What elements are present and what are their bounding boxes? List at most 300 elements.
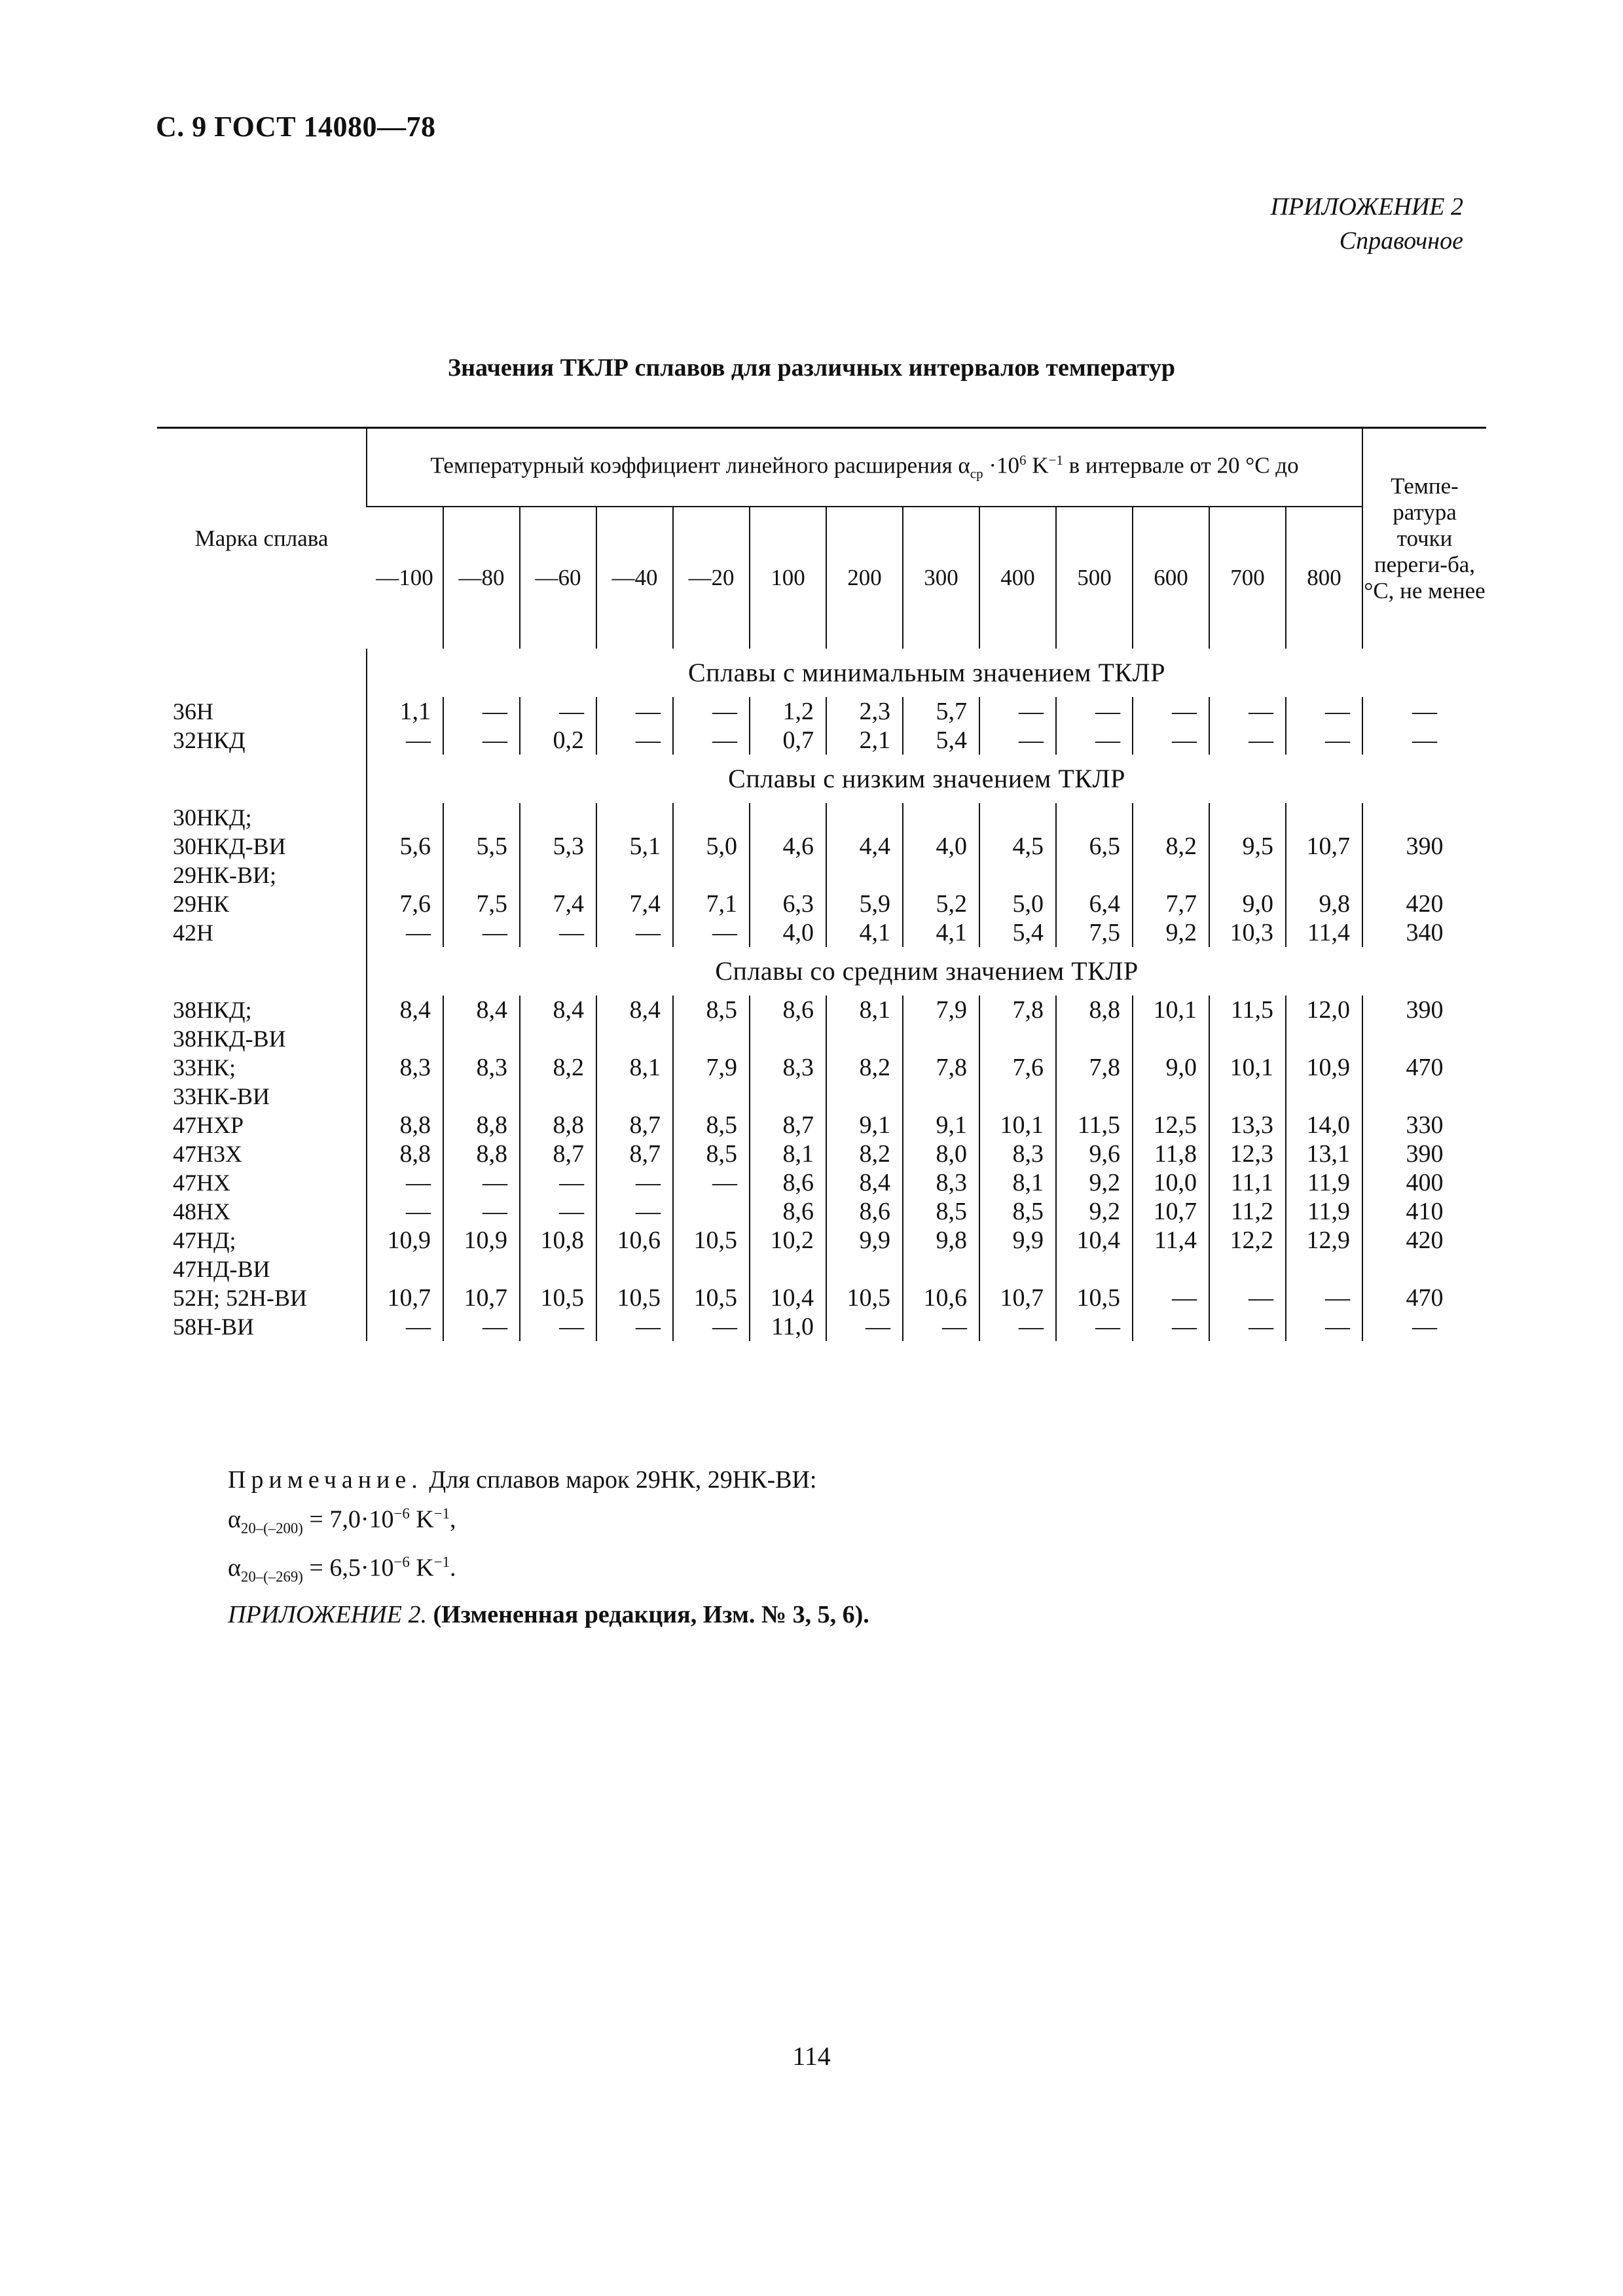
coef-header-sub: ср [970, 465, 983, 482]
coef-header-sup2: −1 [1048, 452, 1063, 469]
cte-value-cell: — [596, 1312, 673, 1341]
cte-value-cell [1133, 1024, 1209, 1053]
note [228, 1463, 816, 1594]
cte-value-cell: — [1209, 1312, 1286, 1341]
cte-value-cell [903, 1255, 979, 1283]
inflection-point-cell [1362, 861, 1486, 889]
table-row [157, 1111, 1486, 1139]
cte-value-cell: 7,6 [979, 1053, 1056, 1082]
alloy-brand-cell: 33НК-ВИ [173, 1083, 270, 1109]
cte-value-cell: 12,3 [1209, 1139, 1286, 1168]
alloy-brand-cell: 33НК; [173, 1054, 236, 1081]
table-row [157, 1082, 1486, 1111]
cte-value-cell [1286, 803, 1362, 832]
cte-value-cell: 7,5 [443, 889, 520, 918]
cte-value-cell [1056, 1082, 1133, 1111]
cte-value-cell: — [367, 1168, 443, 1197]
cte-value-cell: — [1209, 726, 1286, 755]
cte-value-cell: 8,1 [596, 1053, 673, 1082]
cte-value-cell [673, 803, 750, 832]
alpha-symbol: α [228, 1505, 241, 1534]
cte-value-cell: 8,8 [1056, 996, 1133, 1024]
cte-value-cell: 4,0 [903, 832, 979, 861]
cte-value-cell [750, 1255, 826, 1283]
table-row [157, 861, 1486, 889]
cte-value-cell: — [1286, 1312, 1362, 1341]
cte-value-cell: — [443, 1197, 520, 1226]
cte-value-cell: 11,1 [1209, 1168, 1286, 1197]
temperature-header-cell: 400 [979, 507, 1056, 649]
cte-value-cell: 4,4 [826, 832, 903, 861]
cte-value-cell [1286, 861, 1362, 889]
cte-value-cell [1133, 803, 1209, 832]
cte-value-cell: 4,1 [903, 918, 979, 947]
inflection-point-header: Темпе-ратура точки переги-ба, °С, не менее [1362, 428, 1486, 649]
cte-value-cell: 4,5 [979, 832, 1056, 861]
cte-value-cell: 8,8 [367, 1111, 443, 1139]
inflection-point-cell: 420 [1362, 889, 1486, 918]
temperature-header-cell: —20 [673, 507, 750, 649]
cte-value-cell [1133, 861, 1209, 889]
cte-value-cell [1056, 803, 1133, 832]
cte-value-cell [673, 1082, 750, 1111]
formula-unit: K [409, 1505, 434, 1534]
cte-table-wrapper [157, 427, 1486, 1341]
temperature-header-cell: —100 [367, 507, 443, 649]
table-row [157, 1168, 1486, 1197]
section-header-row [157, 947, 1486, 996]
cte-value-cell [979, 1024, 1056, 1053]
cte-value-cell: 5,0 [673, 832, 750, 861]
cte-value-cell [520, 1024, 596, 1053]
cte-value-cell: 5,4 [979, 918, 1056, 947]
note-text: Для сплавов марок 29НК, 29НК-ВИ: [422, 1466, 817, 1494]
formula-unit-exponent: −1 [433, 1554, 450, 1571]
table-body [157, 649, 1486, 1341]
cte-value-cell: 6,5 [1056, 832, 1133, 861]
cte-value-cell: 1,2 [750, 697, 826, 726]
cte-value-cell [903, 803, 979, 832]
cte-value-cell: 7,4 [520, 889, 596, 918]
cte-value-cell: 8,2 [520, 1053, 596, 1082]
table-row [157, 1139, 1486, 1168]
cte-value-cell: 8,4 [826, 1168, 903, 1197]
cte-value-cell: — [443, 1312, 520, 1341]
cte-value-cell: 8,4 [443, 996, 520, 1024]
cte-value-cell: 9,0 [1133, 1053, 1209, 1082]
cte-value-cell: — [673, 697, 750, 726]
cte-value-cell: 8,4 [367, 996, 443, 1024]
cte-value-cell: — [1133, 726, 1209, 755]
cte-value-cell [979, 1082, 1056, 1111]
revision-note [228, 1600, 869, 1629]
cte-value-cell: 8,7 [750, 1111, 826, 1139]
cte-value-cell: 11,2 [1209, 1197, 1286, 1226]
formula-value: = 7,0·10 [302, 1505, 394, 1534]
cte-value-cell: 10,5 [673, 1226, 750, 1255]
alloy-brand-cell: 36Н [173, 698, 213, 725]
cte-value-cell [596, 1082, 673, 1111]
inflection-point-cell: 470 [1362, 1053, 1486, 1082]
table-row [157, 918, 1486, 947]
cte-value-cell: 8,3 [443, 1053, 520, 1082]
cte-value-cell: 10,4 [1056, 1226, 1133, 1255]
cte-value-cell [750, 1024, 826, 1053]
alloy-brand-cell: 47НХ [173, 1170, 230, 1196]
cte-value-cell [520, 861, 596, 889]
coefficient-header [367, 428, 1362, 507]
cte-value-cell [596, 1255, 673, 1283]
table-row [157, 1024, 1486, 1053]
cte-value-cell: — [596, 697, 673, 726]
cte-value-cell [367, 861, 443, 889]
cte-value-cell: 4,0 [750, 918, 826, 947]
cte-value-cell: — [1056, 726, 1133, 755]
temperature-header-cell: —60 [520, 507, 596, 649]
table-row [157, 1053, 1486, 1082]
cte-value-cell: 1,1 [367, 697, 443, 726]
cte-value-cell [596, 803, 673, 832]
formula-unit-exponent: −1 [433, 1505, 450, 1522]
inflection-point-cell: 420 [1362, 1226, 1486, 1255]
alloy-brand-cell: 29НК-ВИ; [173, 862, 277, 888]
alloy-brand-cell: 47НД-ВИ [173, 1256, 270, 1282]
cte-value-cell: 10,2 [750, 1226, 826, 1255]
cte-value-cell: 8,7 [520, 1139, 596, 1168]
cte-value-cell [979, 803, 1056, 832]
cte-value-cell: 5,5 [443, 832, 520, 861]
table-row [157, 803, 1486, 832]
section-title: Сплавы с минимальным значением ТКЛР [367, 649, 1486, 697]
cte-value-cell: 9,8 [903, 1226, 979, 1255]
alloy-brand-cell: 47Н3Х [173, 1141, 242, 1167]
cte-value-cell [520, 1255, 596, 1283]
section-title: Сплавы с низким значением ТКЛР [367, 755, 1486, 803]
cte-value-cell [903, 861, 979, 889]
cte-value-cell [443, 1082, 520, 1111]
table-row [157, 1255, 1486, 1283]
cte-value-cell: 8,3 [750, 1053, 826, 1082]
cte-value-cell [1209, 803, 1286, 832]
cte-value-cell [596, 861, 673, 889]
inflection-point-cell: 330 [1362, 1111, 1486, 1139]
cte-value-cell [673, 1255, 750, 1283]
cte-value-cell: 11,5 [1056, 1111, 1133, 1139]
inflection-point-cell: 400 [1362, 1168, 1486, 1197]
table-row [157, 832, 1486, 861]
cte-value-cell: 10,5 [596, 1283, 673, 1312]
cte-value-cell: 10,7 [367, 1283, 443, 1312]
cte-value-cell: 10,0 [1133, 1168, 1209, 1197]
cte-value-cell: 12,2 [1209, 1226, 1286, 1255]
inflection-point-cell: — [1362, 1312, 1486, 1341]
cte-value-cell: 11,4 [1286, 918, 1362, 947]
cte-value-cell: 8,2 [1133, 832, 1209, 861]
cte-value-cell: 14,0 [1286, 1111, 1362, 1139]
cte-value-cell: 0,2 [520, 726, 596, 755]
cte-value-cell [1209, 1082, 1286, 1111]
brand-column-header: Марка сплава [157, 428, 367, 649]
alloy-brand-cell: 38НКД; [173, 997, 252, 1023]
cte-value-cell [520, 803, 596, 832]
cte-value-cell: — [596, 1168, 673, 1197]
cte-value-cell: 6,3 [750, 889, 826, 918]
cte-value-cell: 10,5 [520, 1283, 596, 1312]
cte-value-cell: 10,6 [903, 1283, 979, 1312]
cte-value-cell: 12,0 [1286, 996, 1362, 1024]
revision-note-appendix: ПРИЛОЖЕНИЕ 2. [228, 1601, 427, 1628]
table-row [157, 1312, 1486, 1341]
page-header: С. 9 ГОСТ 14080—78 [156, 111, 436, 143]
cte-value-cell [443, 803, 520, 832]
temperature-header-cell: 600 [1133, 507, 1209, 649]
cte-value-cell: 8,5 [979, 1197, 1056, 1226]
cte-value-cell: 9,9 [826, 1226, 903, 1255]
cte-value-cell: 5,6 [367, 832, 443, 861]
cte-value-cell: 13,3 [1209, 1111, 1286, 1139]
cte-value-cell: 5,3 [520, 832, 596, 861]
cte-value-cell: 8,5 [673, 1111, 750, 1139]
inflection-point-cell: — [1362, 697, 1486, 726]
inflection-point-cell: 470 [1362, 1283, 1486, 1312]
cte-value-cell: — [1056, 1312, 1133, 1341]
cte-value-cell: — [367, 1312, 443, 1341]
cte-value-cell: — [1133, 697, 1209, 726]
cte-value-cell [750, 861, 826, 889]
cte-value-cell: 8,3 [903, 1168, 979, 1197]
cte-value-cell: — [520, 1312, 596, 1341]
cte-value-cell: — [520, 1197, 596, 1226]
cte-value-cell: 10,3 [1209, 918, 1286, 947]
formula-exponent: −6 [393, 1554, 410, 1571]
inflection-point-cell: 390 [1362, 996, 1486, 1024]
cte-value-cell: — [1286, 697, 1362, 726]
table-title: Значения ТКЛР сплавов для различных интервалов температур [448, 354, 1175, 382]
cte-value-cell: 8,6 [826, 1197, 903, 1226]
cte-value-cell: 10,5 [673, 1283, 750, 1312]
inflection-point-cell: 340 [1362, 918, 1486, 947]
cte-value-cell: — [1209, 697, 1286, 726]
cte-value-cell [1133, 1255, 1209, 1283]
section-header-spacer [157, 947, 367, 996]
inflection-point-cell: — [1362, 726, 1486, 755]
cte-value-cell: 10,6 [596, 1226, 673, 1255]
temperature-header-cell: 300 [903, 507, 979, 649]
cte-value-cell: 5,1 [596, 832, 673, 861]
cte-value-cell: — [979, 726, 1056, 755]
cte-value-cell: — [979, 1312, 1056, 1341]
cte-value-cell [750, 803, 826, 832]
temperature-header-cell: 200 [826, 507, 903, 649]
cte-value-cell: 5,4 [903, 726, 979, 755]
cte-value-cell: 10,9 [367, 1226, 443, 1255]
note-formula-1 [228, 1497, 816, 1545]
cte-value-cell [367, 803, 443, 832]
cte-value-cell: — [1056, 697, 1133, 726]
formula-end: , [449, 1505, 456, 1534]
cte-value-cell [367, 1024, 443, 1053]
section-title: Сплавы со средним значением ТКЛР [367, 947, 1486, 996]
cte-value-cell: 8,8 [367, 1139, 443, 1168]
appendix-title: ПРИЛОЖЕНИЕ 2 [1270, 193, 1463, 221]
cte-value-cell: 11,4 [1133, 1226, 1209, 1255]
cte-value-cell: 8,8 [520, 1111, 596, 1139]
cte-value-cell: 8,7 [596, 1139, 673, 1168]
cte-value-cell: 9,1 [826, 1111, 903, 1139]
cte-value-cell [1209, 861, 1286, 889]
cte-value-cell: 7,9 [903, 996, 979, 1024]
cte-value-cell: 10,5 [826, 1283, 903, 1312]
cte-value-cell: 8,6 [750, 1197, 826, 1226]
note-line [228, 1463, 816, 1497]
cte-value-cell [443, 1255, 520, 1283]
cte-value-cell: 10,7 [1286, 832, 1362, 861]
formula-subscript: 20–(–200) [240, 1520, 303, 1537]
inflection-point-cell: 390 [1362, 1139, 1486, 1168]
formula-subscript: 20–(–269) [240, 1568, 303, 1585]
cte-value-cell: 10,7 [1133, 1197, 1209, 1226]
cte-value-cell: 11,0 [750, 1312, 826, 1341]
cte-value-cell: 10,7 [979, 1283, 1056, 1312]
cte-value-cell [1056, 1024, 1133, 1053]
cte-value-cell: — [979, 697, 1056, 726]
coef-header-post: в интервале от 20 °С до [1063, 452, 1299, 478]
page-number: 114 [792, 2041, 831, 2071]
cte-value-cell: 8,2 [826, 1053, 903, 1082]
inflection-point-cell [1362, 1082, 1486, 1111]
cte-table [157, 427, 1486, 1341]
cte-value-cell: 6,4 [1056, 889, 1133, 918]
cte-value-cell: — [367, 1197, 443, 1226]
table-row [157, 996, 1486, 1024]
cte-value-cell [826, 1024, 903, 1053]
temperature-header-cell: —80 [443, 507, 520, 649]
cte-value-cell: — [520, 1168, 596, 1197]
cte-value-cell: 9,8 [1286, 889, 1362, 918]
cte-value-cell: 11,8 [1133, 1139, 1209, 1168]
temperature-header-cell: 500 [1056, 507, 1133, 649]
cte-value-cell: 10,7 [443, 1283, 520, 1312]
section-header-row [157, 649, 1486, 697]
cte-value-cell [826, 803, 903, 832]
cte-value-cell: 5,9 [826, 889, 903, 918]
cte-value-cell: 7,8 [1056, 1053, 1133, 1082]
alloy-brand-cell: 30НКД-ВИ [173, 833, 286, 859]
cte-value-cell: 8,6 [750, 1168, 826, 1197]
cte-value-cell [673, 861, 750, 889]
cte-value-cell: — [520, 918, 596, 947]
inflection-point-cell [1362, 1024, 1486, 1053]
cte-value-cell [367, 1255, 443, 1283]
coef-header-sup1: 6 [1019, 452, 1027, 469]
cte-value-cell: — [1286, 1283, 1362, 1312]
cte-value-cell: — [1209, 1283, 1286, 1312]
cte-value-cell [979, 861, 1056, 889]
cte-value-cell [1056, 1255, 1133, 1283]
cte-value-cell: — [367, 726, 443, 755]
cte-value-cell: 7,8 [903, 1053, 979, 1082]
formula-unit: K [409, 1554, 434, 1582]
formula-exponent: −6 [393, 1505, 410, 1522]
inflection-point-cell [1362, 803, 1486, 832]
formula-value: = 6,5·10 [302, 1554, 394, 1582]
section-header-row [157, 755, 1486, 803]
cte-value-cell: 8,1 [826, 996, 903, 1024]
cte-value-cell: — [367, 918, 443, 947]
temperature-header-cell: 100 [750, 507, 826, 649]
coef-header-k: K [1026, 452, 1049, 478]
cte-value-cell: 8,6 [750, 996, 826, 1024]
alloy-brand-cell: 47НД; [173, 1227, 236, 1253]
cte-value-cell: — [673, 918, 750, 947]
cte-value-cell: 7,6 [367, 889, 443, 918]
alloy-brand-cell: 38НКД-ВИ [173, 1026, 286, 1052]
cte-value-cell: 13,1 [1286, 1139, 1362, 1168]
cte-value-cell: 8,8 [443, 1139, 520, 1168]
cte-value-cell: 12,5 [1133, 1111, 1209, 1139]
cte-value-cell: 4,6 [750, 832, 826, 861]
cte-value-cell: — [673, 1312, 750, 1341]
cte-value-cell: 9,5 [1209, 832, 1286, 861]
cte-value-cell: 10,9 [443, 1226, 520, 1255]
revision-note-text: (Измененная редакция, Изм. № 3, 5, 6). [426, 1601, 869, 1628]
cte-value-cell [826, 1082, 903, 1111]
temperature-header-cell: —40 [596, 507, 673, 649]
alloy-brand-cell: 47НХР [173, 1112, 244, 1138]
cte-value-cell: — [596, 918, 673, 947]
appendix-subtitle: Справочное [1339, 227, 1463, 255]
temperature-header-cell: 800 [1286, 507, 1362, 649]
table-row [157, 697, 1486, 726]
inflection-point-cell: 410 [1362, 1197, 1486, 1226]
cte-value-cell [443, 1024, 520, 1053]
alloy-brand-cell: 52Н; 52Н-ВИ [173, 1285, 307, 1311]
cte-value-cell: 9,1 [903, 1111, 979, 1139]
coef-header-mid: ·10 [983, 452, 1020, 478]
cte-value-cell [1286, 1024, 1362, 1053]
table-row [157, 889, 1486, 918]
cte-value-cell: 5,0 [979, 889, 1056, 918]
note-label: Примечание. [228, 1466, 423, 1494]
cte-value-cell [673, 1024, 750, 1053]
table-row [157, 1226, 1486, 1255]
cte-value-cell: 8,4 [520, 996, 596, 1024]
cte-value-cell: — [826, 1312, 903, 1341]
alloy-brand-cell: 58Н-ВИ [173, 1314, 254, 1340]
alloy-brand-cell: 42Н [173, 920, 213, 946]
cte-value-cell [673, 1197, 750, 1226]
table-row [157, 726, 1486, 755]
cte-value-cell [903, 1024, 979, 1053]
cte-value-cell [903, 1082, 979, 1111]
cte-value-cell: 7,7 [1133, 889, 1209, 918]
cte-value-cell: — [520, 697, 596, 726]
cte-value-cell: 8,2 [826, 1139, 903, 1168]
cte-value-cell: 7,9 [673, 1053, 750, 1082]
note-formula-2 [228, 1545, 816, 1594]
cte-value-cell: 8,7 [596, 1111, 673, 1139]
cte-value-cell [1133, 1082, 1209, 1111]
cte-value-cell: 8,3 [979, 1139, 1056, 1168]
cte-value-cell: 2,3 [826, 697, 903, 726]
cte-value-cell: 10,1 [1209, 1053, 1286, 1082]
cte-value-cell: 11,9 [1286, 1168, 1362, 1197]
table-row [157, 1197, 1486, 1226]
alloy-brand-cell: 29НК [173, 891, 230, 917]
cte-value-cell: 8,3 [367, 1053, 443, 1082]
cte-value-cell: 12,9 [1286, 1226, 1362, 1255]
cte-value-cell: 9,2 [1056, 1197, 1133, 1226]
